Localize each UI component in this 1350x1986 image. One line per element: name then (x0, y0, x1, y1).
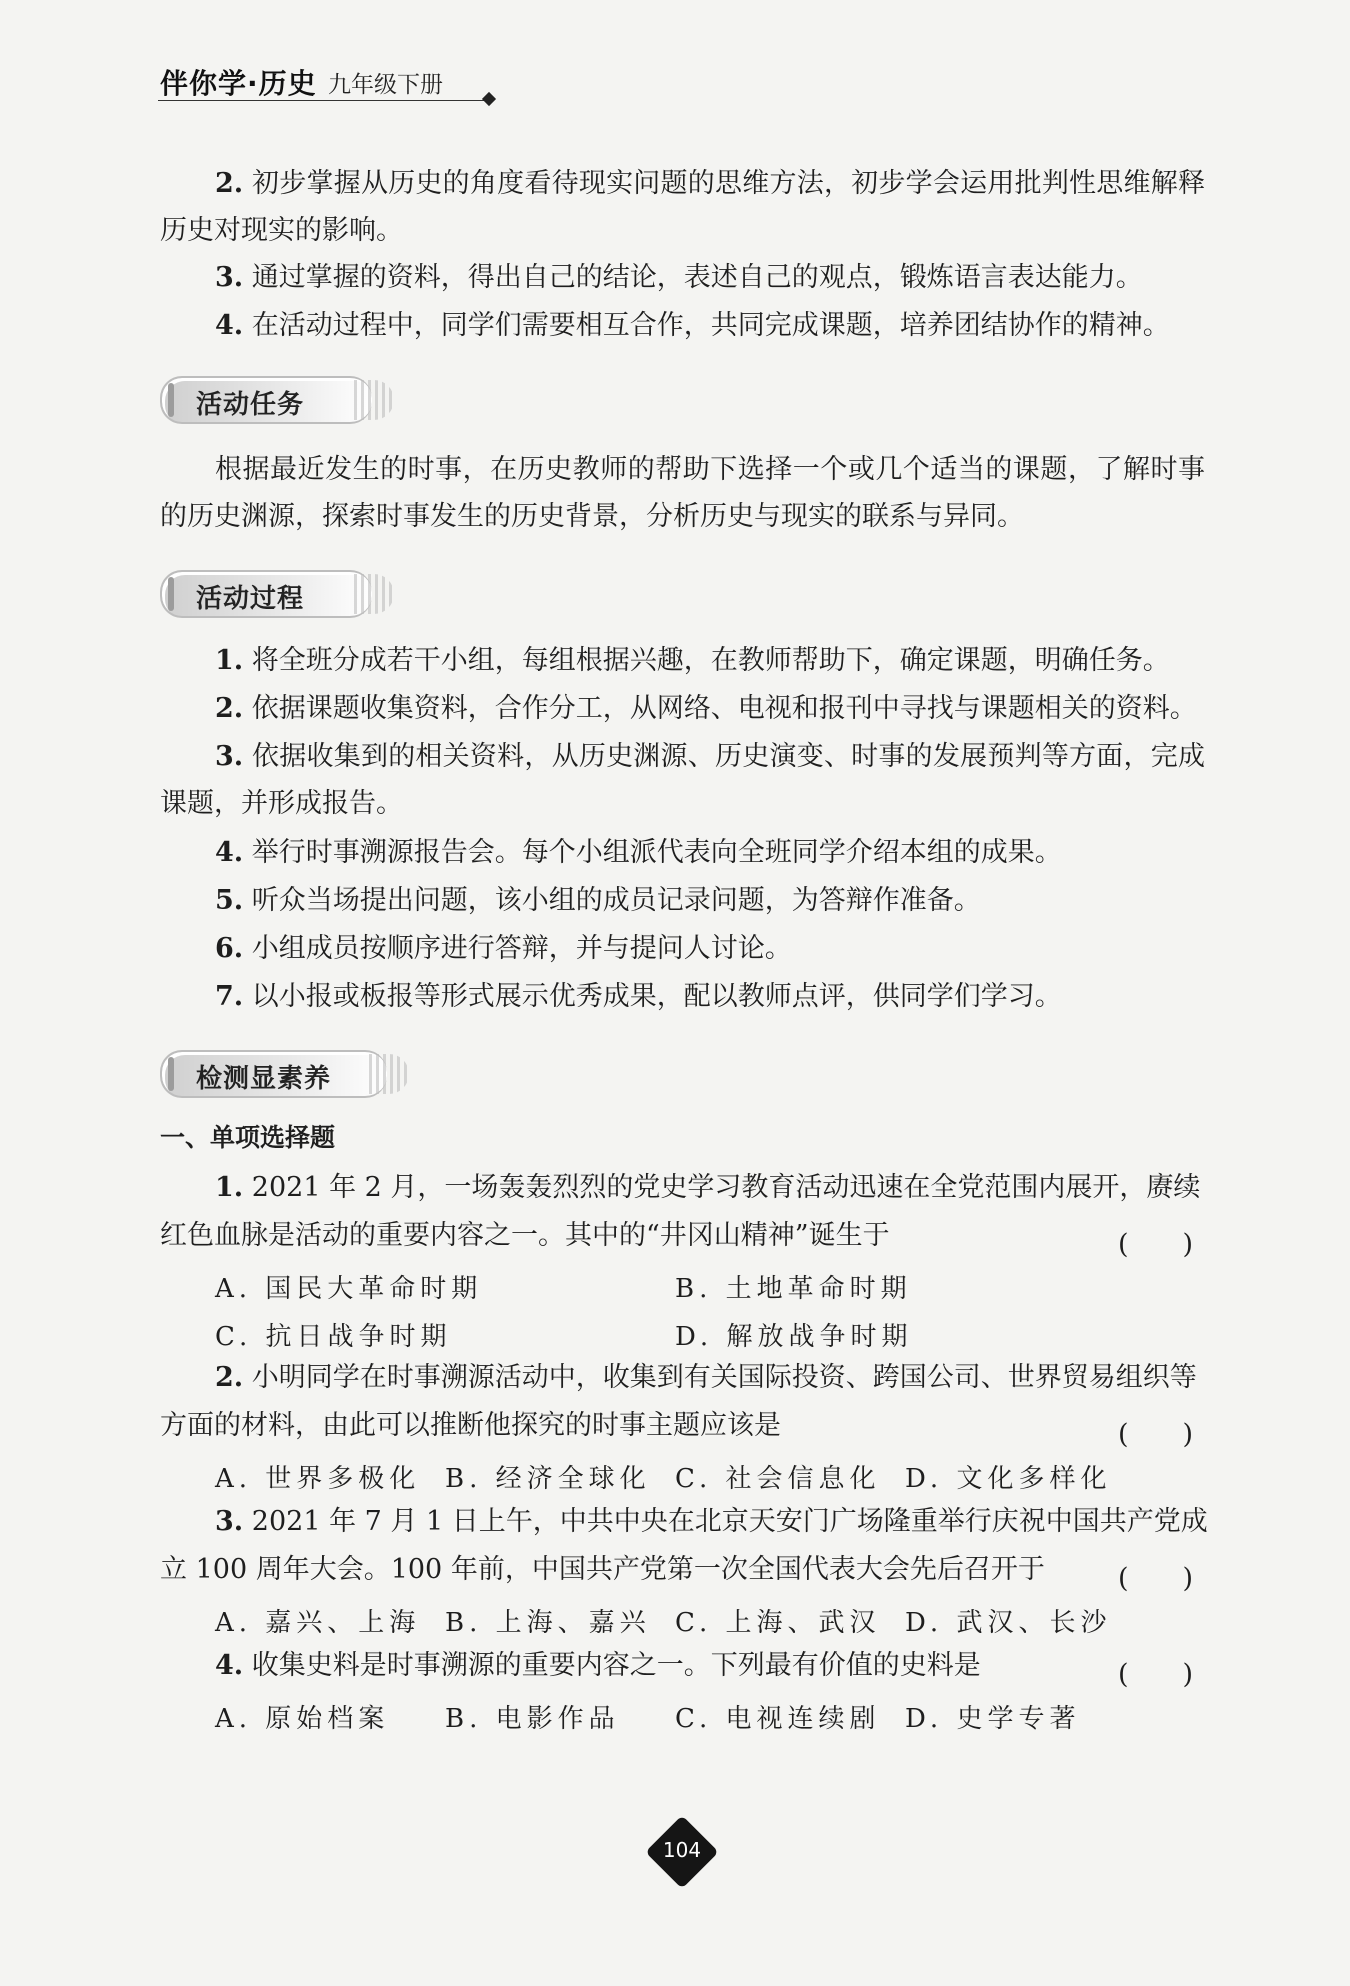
header-diamond-icon (482, 92, 496, 106)
section-tab-process (160, 570, 372, 618)
option-b[interactable]: B. 上海、嘉兴 (445, 1608, 651, 1638)
intro-item: 2. 初步掌握从历史的角度看待现实问题的思维方法，初步学会运用批判性思维解释历史对现实的影响。 (160, 168, 1205, 246)
option-b[interactable]: B. 经济全球化 (445, 1464, 651, 1494)
section-tab-task (160, 376, 372, 424)
intro-item: 3. 通过掌握的资料，得出自己的结论，表述自己的观点，锻炼语言表达能力。 (215, 262, 1143, 293)
process-step: 2. 依据课题收集资料，合作分工，从网络、电视和报刊中寻找与课题相关的资料。 (215, 693, 1197, 724)
option-a[interactable]: A. 国民大革命时期 (215, 1274, 483, 1304)
book-title: 伴你学·历史 (160, 67, 317, 100)
option-c[interactable]: C. 电视连续剧 (675, 1704, 881, 1734)
option-a[interactable]: A. 嘉兴、上海 (215, 1608, 421, 1638)
page-number: 104 (662, 1838, 702, 1862)
option-c[interactable]: C. 社会信息化 (675, 1464, 881, 1494)
option-c[interactable]: C. 抗日战争时期 (215, 1322, 452, 1352)
answer-bracket[interactable]: ( ) (1118, 1563, 1194, 1594)
book-subtitle: 九年级下册 (328, 72, 443, 98)
answer-bracket[interactable]: ( ) (1118, 1419, 1194, 1450)
process-step: 3. 依据收集到的相关资料，从历史渊源、历史演变、时事的发展预判等方面，完成课题，并形成报告。 (160, 741, 1205, 819)
section-tab-test (160, 1050, 387, 1098)
header-rule (158, 100, 486, 101)
option-d[interactable]: D. 文化多样化 (905, 1464, 1112, 1494)
process-step: 4. 举行时事溯源报告会。每个小组派代表向全班同学介绍本组的成果。 (215, 837, 1062, 868)
answer-bracket[interactable]: ( ) (1118, 1659, 1194, 1690)
option-b[interactable]: B. 土地革命时期 (675, 1274, 912, 1304)
question-1-line1: 1. 2021 年 2 月，一场轰轰烈烈的党史学习教育活动迅速在全党范围内展开，赓续 (215, 1172, 1201, 1203)
option-d[interactable]: D. 武汉、长沙 (905, 1608, 1112, 1638)
question-1-line2: 红色血脉是活动的重要内容之一。其中的“井冈山精神”诞生于 (160, 1220, 890, 1251)
option-a[interactable]: A. 原始档案 (215, 1704, 390, 1734)
question-2-line2: 方面的材料，由此可以推断他探究的时事主题应该是 (160, 1410, 781, 1441)
question-2-line1: 2. 小明同学在时事溯源活动中，收集到有关国际投资、跨国公司、世界贸易组织等 (215, 1362, 1197, 1393)
process-step: 1. 将全班分成若干小组，每组根据兴趣，在教师帮助下，确定课题，明确任务。 (215, 645, 1170, 676)
option-d[interactable]: D. 史学专著 (905, 1704, 1081, 1734)
section-title: 活动过程 (196, 584, 305, 614)
answer-bracket[interactable]: ( ) (1118, 1229, 1194, 1260)
option-c[interactable]: C. 上海、武汉 (675, 1608, 881, 1638)
process-step: 5. 听众当场提出问题，该小组的成员记录问题，为答辩作准备。 (215, 885, 981, 916)
question-3-line1: 3. 2021 年 7 月 1 日上午，中共中央在北京天安门广场隆重举行庆祝中国共产党成 (215, 1506, 1208, 1537)
section-title: 活动任务 (196, 390, 305, 420)
option-a[interactable]: A. 世界多极化 (215, 1464, 421, 1494)
option-b[interactable]: B. 电影作品 (445, 1704, 620, 1734)
process-step: 7. 以小报或板报等形式展示优秀成果，配以教师点评，供同学们学习。 (215, 981, 1062, 1012)
intro-item: 4. 在活动过程中，同学们需要相互合作，共同完成课题，培养团结协作的精神。 (215, 310, 1170, 341)
question-3-line2: 立 100 周年大会。100 年前，中国共产党第一次全国代表大会先后召开于 (160, 1554, 1045, 1585)
task-text: 根据最近发生的时事，在历史教师的帮助下选择一个或几个适当的课题，了解时事的历史渊源，探索时事发生的历史背景，分析历史与现实的联系与异同。 (160, 454, 1205, 532)
question-4-line1: 4. 收集史料是时事溯源的重要内容之一。下列最有价值的史料是 (215, 1650, 981, 1681)
process-step: 6. 小组成员按顺序进行答辩，并与提问人讨论。 (215, 933, 792, 964)
option-d[interactable]: D. 解放战争时期 (675, 1322, 913, 1352)
question-type-heading: 一、单项选择题 (160, 1123, 336, 1152)
section-title: 检测显素养 (196, 1064, 332, 1094)
